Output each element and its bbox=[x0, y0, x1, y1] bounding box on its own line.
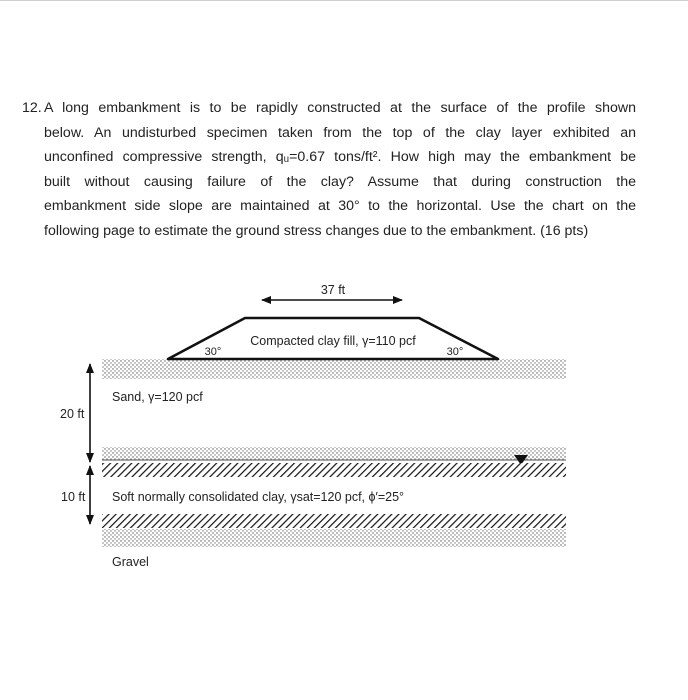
right-slope-angle: 30° bbox=[446, 346, 464, 358]
water-table-band bbox=[102, 447, 566, 460]
clay-thickness-label: 10 ft bbox=[61, 490, 86, 504]
gravel-band bbox=[102, 529, 566, 547]
problem-line-5: embankment side slope are maintained at 30° to the horizontal. Use the chart on the bbox=[44, 198, 636, 215]
clay-label: Soft normally consolidated clay, γsat=120 pcf, ϕ′=25° bbox=[112, 490, 405, 504]
top-width-label: 37 ft bbox=[320, 283, 346, 297]
sand-thickness-label: 20 ft bbox=[60, 407, 85, 421]
ground-surface-band bbox=[102, 359, 566, 379]
clay-bottom-hatch bbox=[102, 514, 566, 528]
clay-top-hatch bbox=[102, 463, 566, 477]
left-slope-angle: 30° bbox=[204, 346, 222, 358]
fill-label: Compacted clay fill, γ=110 pcf bbox=[250, 334, 416, 348]
gravel-label: Gravel bbox=[112, 555, 149, 569]
problem-line-2: below. An undisturbed specimen taken from the top of the clay layer exhibited an bbox=[44, 124, 636, 141]
problem-line-6: following page to estimate the ground stress changes due to the embankment. (16 pts) bbox=[44, 222, 589, 239]
problem-line-3: unconfined compressive strength, qᵤ=0.67 tons/ft². How high may the embankment be bbox=[44, 149, 636, 166]
problem-number: 12. bbox=[22, 100, 42, 116]
problem-line-1: A long embankment is to be rapidly constructed at the surface of the profile shown bbox=[44, 100, 636, 116]
problem-line-4: built without causing failure of the clay? Assume that during construction the bbox=[44, 173, 636, 190]
sand-label: Sand, γ=120 pcf bbox=[112, 390, 203, 404]
